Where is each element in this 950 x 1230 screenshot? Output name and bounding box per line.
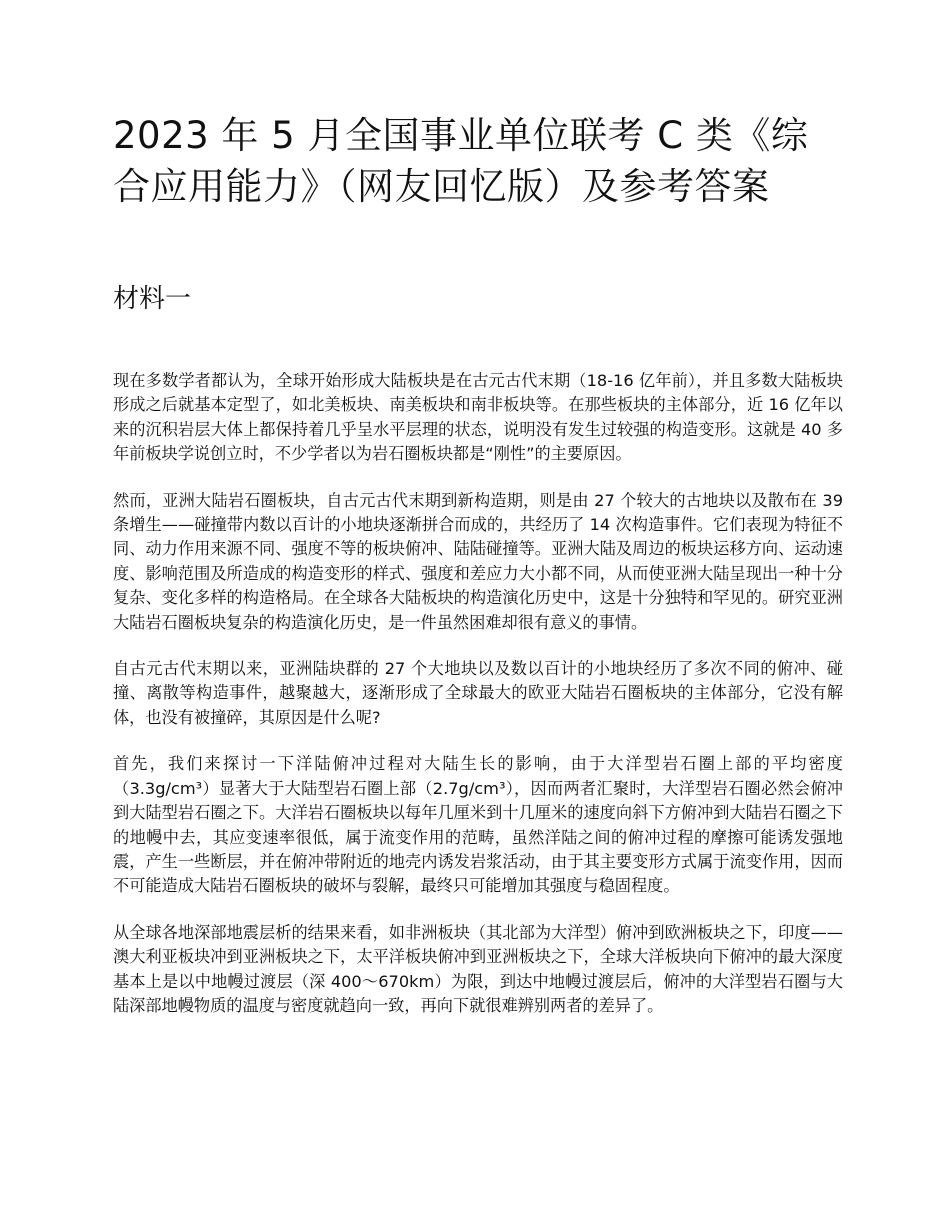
paragraph: 自古元古代末期以来，亚洲陆块群的 27 个大地块以及数以百计的小地块经历了多次不同的俯冲、碰撞、离散等构造事件，越聚越大，逐渐形成了全球最大的欧亚大陆岩石圈板块的主体部分，它没有解体，也没有被撞碎，其原因是什么呢? <box>113 659 843 727</box>
paragraph: 然而，亚洲大陆岩石圈板块，自古元古代末期到新构造期，则是由 27 个较大的古地块以及散布在 39 条增生——碰撞带内数以百计的小地块逐渐拼合而成的，共经历了 14 次构造事件。它们表现为特征不同、动力作用来源不同、强度不等的板块俯冲、陆陆碰撞等。亚洲大陆及周边的板块运移方向、运动速度、影响范围及所造成的构造变形的样式、强度和差应力大小都不同，从而使亚洲大陆呈现出一种十分复杂、变化多样的构造格局。在全球各大陆板块的构造演化历史中，这是十分独特和罕见的。研究亚洲大陆岩石圈板块复杂的构造演化历史，是一件虽然困难却很有意义的事情。 <box>113 490 843 632</box>
paragraph: 首先，我们来探讨一下洋陆俯冲过程对大陆生长的影响，由于大洋型岩石圈上部的平均密度（3.3g/cm³）显著大于大陆型岩石圈上部（2.7g/cm³），因而两者汇聚时，大洋型岩石圈必然会俯冲到大陆型岩石圈之下。大洋岩石圈板块以每年几厘米到十几厘米的速度向斜下方俯冲到大陆岩石圈之下的地幔中去，其应变速率很低，属于流变作用的范畴，虽然洋陆之间的俯冲过程的摩擦可能诱发强地震，产生一些断层，并在俯冲带附近的地壳内诱发岩浆活动，由于其主要变形方式属于流变作用，因而不可能造成大陆岩石圈板块的破坏与裂解，最终只可能增加其强度与稳固程度。 <box>113 754 843 896</box>
document-page <box>113 110 843 1040</box>
document-body <box>113 369 843 1018</box>
document-title: 2023 年 5 月全国事业单位联考 C 类《综合应用能力》（网友回忆版）及参考答案 <box>113 114 809 208</box>
paragraph: 从全球各地深部地震层析的结果来看，如非洲板块（其北部为大洋型）俯冲到欧洲板块之下，印度——澳大利亚板块冲到亚洲板块之下，太平洋板块俯冲到亚洲板块之下，全球大洋板块向下俯冲的最大深度基本上是以中地幔过渡层（深 400～670km）为限，到达中地幔过渡层后，俯冲的大洋型岩石圈与大陆深部地幔物质的温度与密度就趋向一致，再向下就很难辨别两者的差异了。 <box>113 922 843 1015</box>
paragraph: 现在多数学者都认为，全球开始形成大陆板块是在古元古代末期（18-16 亿年前），并且多数大陆板块形成之后就基本定型了，如北美板块、南美板块和南非板块等。在那些板块的主体部分，近 16 亿年以来的沉积岩层大体上都保持着几乎呈水平层理的状态，说明没有发生过较强的构造变形。这就是 40 多年前板块学说创立时，不少学者以为岩石圈板块都是“刚性”的主要原因。 <box>113 371 843 464</box>
section-heading: 材料一 <box>113 284 192 314</box>
